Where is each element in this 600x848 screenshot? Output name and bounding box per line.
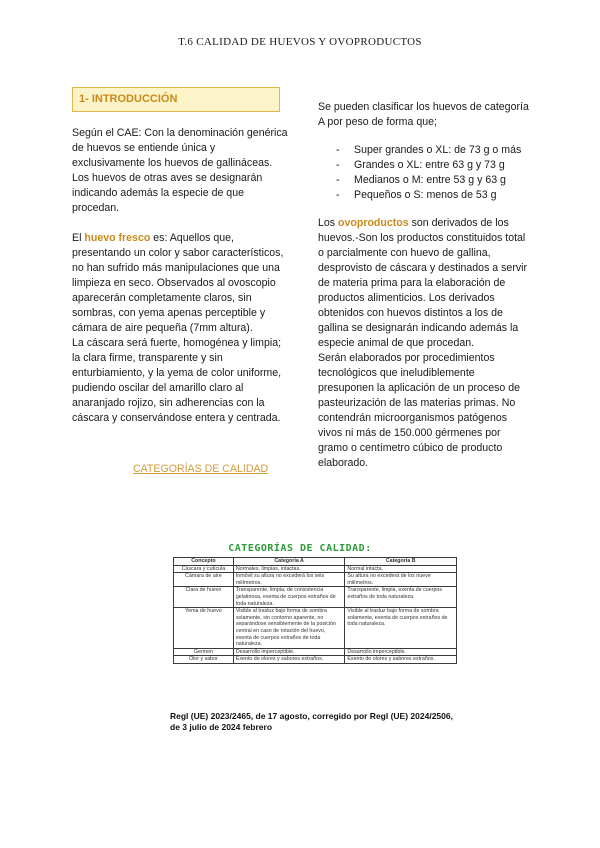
table-header-row <box>174 558 457 566</box>
categories-link[interactable]: CATEGORÍAS DE CALIDAD <box>133 463 269 475</box>
table-cell: Olor y sabor <box>174 656 234 664</box>
fresh-egg-paragraph <box>72 231 290 336</box>
classify-intro: Se pueden clasificar los huevos de categoría A por peso de forma que; <box>318 101 529 128</box>
ovoproducts-paragraph <box>318 216 530 351</box>
table-row <box>174 648 457 656</box>
table-cell: Normal intacta. <box>345 565 457 573</box>
table-cell: Normales, limpias, intactas. <box>233 565 345 573</box>
table-title: CATEGORÍAS DE CALIDAD: <box>228 543 372 554</box>
header-categoria-a: Categoría A <box>233 558 345 566</box>
table-cell: Inmóvil su altura no excederá los seis milímetros. <box>233 573 345 587</box>
regulation-footnote: Regl (UE) 2023/2465, de 17 agosto, corregido por Regl (UE) 2024/2506, de 3 julio de 2024 febrero <box>170 711 453 732</box>
table-cell: Transparente, limpia, de consistencia gelatinosa, exenta de cuerpos extraños de toda naturaleza. <box>233 587 345 608</box>
table-cell: Visible al trasluz bajo forma de sombra solamente, exenta de cuerpos extraños de toda naturaleza. <box>345 608 457 649</box>
table-cell: Visible al trasluz bajo forma de sombra solamente, sin contorno aparente, no separándose sensiblemente de la posición central en caso de rotación del huevo, exenta de cuerpos extraños de toda naturaleza. <box>233 608 345 649</box>
size-list <box>318 143 530 203</box>
ovo-rest: son derivados de los huevos.-Son los productos constituidos total o parcialmente con huevo de gallina, desprovisto de cáscara y destinados a servir de materia prima para la elaboración de productos alimenticios. Los derivados obtenidos con huevos distintos a los de gallina se designarán indicando además la especie animal de que procedan. <box>318 217 528 349</box>
section-heading-introduccion: 1- INTRODUCCIÓN <box>72 87 280 112</box>
table-cell: Transparente, limpia, exenta de cuerpos extraños de toda naturaleza. <box>345 587 457 608</box>
list-item: - Grandes o XL: entre 63 g y 73 g <box>318 158 530 173</box>
ovo-prefix: Los <box>318 217 339 229</box>
table-cell: Desarrollo imperceptible. <box>233 648 345 656</box>
table-cell: Cámara de aire <box>174 573 234 587</box>
cae-paragraph: Según el CAE: Con la denominación genérica de huevos se entiende única y exclusivamente los huevos de gallináceas. Los huevos de otras aves se designarán indicando además la especie de que procedan. <box>72 127 288 214</box>
list-item: - Super grandes o XL: de 73 g o más <box>318 143 530 158</box>
table-cell: Yema de huevo <box>174 608 234 649</box>
table-row <box>174 587 457 608</box>
quality-categories-table <box>173 557 457 664</box>
list-item: - Pequeños o S: menos de 53 g <box>318 188 530 203</box>
fresh-prefix: El <box>72 232 85 244</box>
ovoproducts-term: ovoproductos <box>338 217 409 229</box>
elaborated-paragraph: Serán elaborados por procedimientos tecnológicos que ineludiblemente presuponen la aplicación de un proceso de pasteurización de las materias primas. No contendrán microorganismos patógenos vivos ni más de 150.000 gérmenes por gramo o centímetro cúbico de producto elaborado. <box>318 352 521 469</box>
shell-paragraph: La cáscara será fuerte, homogénea y limpia; la clara firme, transparente y sin enturbiamiento, y la yema de color uniforme, pudiendo oscilar del amarillo claro al anaranjado rojizo, sin adherencias con la cáscara y conservándose entera y centrada. <box>72 337 282 424</box>
list-item: - Medianos o M: entre 53 g y 63 g <box>318 173 530 188</box>
table-cell: Germen <box>174 648 234 656</box>
table-cell: Cáscara y cutícula <box>174 565 234 573</box>
table-cell: Desarrollo imperceptible. <box>345 648 457 656</box>
table-cell: Exento de olores y sabores extraños. <box>345 656 457 664</box>
header-concepto: Concepto <box>174 558 234 566</box>
table-row <box>174 608 457 649</box>
table-cell: Exento de olores y sabores extraños. <box>233 656 345 664</box>
table-row <box>174 573 457 587</box>
right-column <box>318 100 530 471</box>
fresh-rest: es: Aquellos que, presentando un color y sabor característicos, no han sufrido más manipulaciones que una limpieza en seco. Observados al ovoscopio aparecerán completamente claros, sin sombras, con yema apenas perceptible y cámara de aire pequeña (7mm altura). <box>72 232 284 334</box>
table-cell: Clara de huevo <box>174 587 234 608</box>
page-title: T.6 CALIDAD DE HUEVOS Y OVOPRODUCTOS <box>178 36 422 48</box>
table-row <box>174 656 457 664</box>
table-cell: Su altura no excederá de los nueve milímetros. <box>345 573 457 587</box>
left-column <box>72 126 290 426</box>
header-categoria-b: Categoría B <box>345 558 457 566</box>
table-row <box>174 565 457 573</box>
fresh-egg-term: huevo fresco <box>84 232 151 244</box>
